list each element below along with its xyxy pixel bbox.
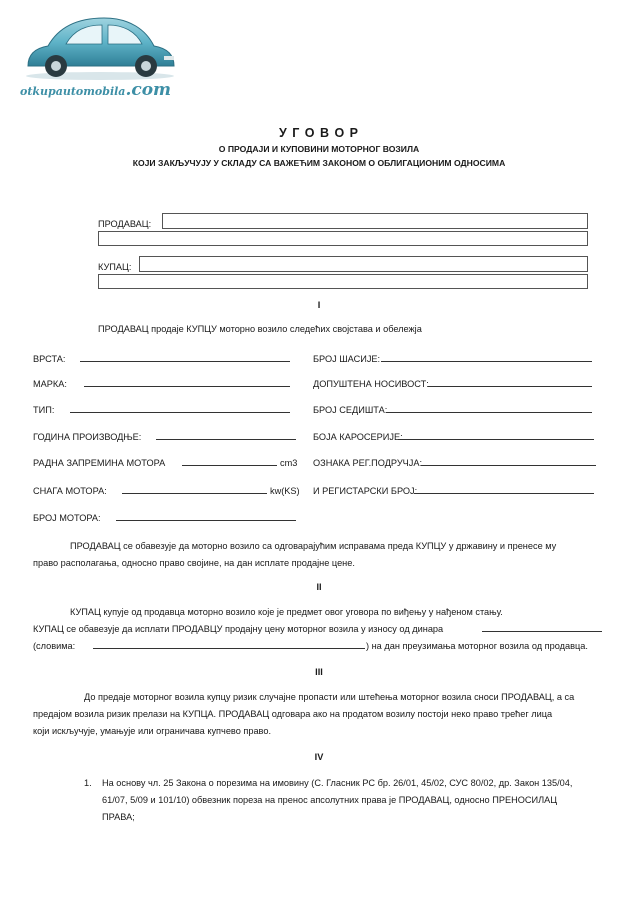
seller-input-2[interactable] [98, 231, 588, 246]
section-1-numeral: I [317, 300, 321, 310]
section-3-line-2: предајом возила ризик прелази на КУПЦА. ПРОДАВАЦ одговара ако на продатом возилу постоји неко право трећег лица [33, 709, 553, 719]
section-4-item-1-line-1: На основу чл. 25 Закона о порезима на имовину (С. Гласник РС бр. 26/01, 45/02, СУС 80/02, др. Закон 135/04, [102, 778, 573, 788]
section-1-intro: ПРОДАВАЦ продаје КУПЦУ моторно возило следећих својстава и обележја [98, 324, 422, 334]
seller-input-1[interactable] [162, 213, 588, 229]
buyer-label: КУПАЦ: [98, 262, 132, 272]
section-4-item-1-line-3: ПРАВА; [102, 812, 135, 822]
field-snaga-unit: kw(KS) [270, 486, 300, 496]
section-1-para-line-2: право располагања, односно право својине, на дан исплате продајне цене. [33, 558, 355, 568]
section-4-item-1-line-2: 61/07, 5/09 и 101/10) обвезник пореза на пренос апсолутних права је ПРОДАВАЦ, односно ПРЕНОСИЛАЦ [102, 795, 558, 805]
field-reg-broj-label: И РЕГИСТАРСКИ БРОЈ: [313, 486, 418, 496]
field-zapremina-label: РАДНА ЗАПРЕМИНА МОТОРА [33, 458, 166, 468]
field-podrucje-label: ОЗНАКА РЕГ.ПОДРУЧЈА: [313, 458, 423, 468]
logo-text: otkupautomobila [20, 85, 126, 98]
field-podrucje-input[interactable] [421, 465, 596, 466]
contract-subtitle-2: КОЈИ ЗАКЉУЧУЈУ У СКЛАДУ СА ВАЖЕЋИМ ЗАКОНОМ О ОБЛИГАЦИОНИМ ОДНОСИМА [132, 158, 506, 168]
section-3-line-1: До предаје моторног возила купцу ризик случајне пропасти или штећења моторног возила сноси ПРОДАВАЦ, а са [84, 692, 575, 702]
price-input[interactable] [482, 631, 602, 632]
price-words-input[interactable] [93, 648, 365, 649]
car-logo-icon [14, 10, 184, 82]
field-snaga-label: СНАГА МОТОРА: [33, 486, 107, 496]
field-zapremina-unit: cm3 [280, 458, 298, 468]
field-nosivost-label: ДОПУШТЕНА НОСИВОСТ: [313, 379, 429, 389]
contract-title: У Г О В О Р [278, 126, 360, 140]
field-vrsta-label: ВРСТА: [33, 354, 66, 364]
field-motor-input[interactable] [116, 520, 296, 521]
seller-label: ПРОДАВАЦ: [98, 219, 152, 229]
field-marka-label: МАРКА: [33, 379, 67, 389]
buyer-input-1[interactable] [139, 256, 588, 272]
field-vrsta-input[interactable] [80, 361, 290, 362]
field-sasija-input[interactable] [381, 361, 592, 362]
logo [14, 10, 184, 100]
field-marka-input[interactable] [84, 386, 290, 387]
field-reg-broj-input[interactable] [414, 493, 594, 494]
section-2-line-3: ) на дан преузимања моторног возила од продавца. [366, 641, 588, 651]
field-godina-label: ГОДИНА ПРОИЗВОДЊЕ: [33, 432, 142, 442]
section-3-line-3: који искључује, умањује или ограничава купчево право. [33, 726, 271, 736]
section-3-numeral: III [315, 667, 323, 677]
section-4-item-1-number: 1. [84, 778, 92, 788]
field-snaga-input[interactable] [122, 493, 267, 494]
field-tip-label: ТИП: [33, 405, 55, 415]
field-zapremina-input[interactable] [182, 465, 277, 466]
field-boja-label: БОЈА КАРОСЕРИЈЕ: [313, 432, 403, 442]
field-sedista-label: БРОЈ СЕДИШТА: [313, 405, 388, 415]
field-tip-input[interactable] [70, 412, 290, 413]
field-nosivost-input[interactable] [428, 386, 592, 387]
contract-subtitle: О ПРОДАЈИ И КУПОВИНИ МОТОРНОГ ВОЗИЛА [218, 144, 420, 154]
section-2-numeral: II [316, 582, 322, 592]
field-sedista-input[interactable] [386, 412, 592, 413]
field-motor-label: БРОЈ МОТОРА: [33, 513, 101, 523]
section-2-line-1: КУПАЦ купује од продавца моторно возило које је предмет овог уговора по виђењу у нађеном стању. [70, 607, 503, 617]
logo-domain: .com [125, 80, 172, 100]
buyer-input-2[interactable] [98, 274, 588, 289]
section-2-words-label: (словима: [33, 641, 76, 651]
field-godina-input[interactable] [156, 439, 296, 440]
section-1-para-line-1: ПРОДАВАЦ се обавезује да моторно возило са одговарајућим исправама преда КУПЦУ у државину и пренесе му [70, 541, 557, 551]
field-boja-input[interactable] [398, 439, 594, 440]
section-2-line-2: КУПАЦ се обавезује да исплати ПРОДАВЦУ продајну цену моторног возила у износу од динара [33, 624, 444, 634]
field-sasija-label: БРОЈ ШАСИЈЕ: [313, 354, 381, 364]
section-4-numeral: IV [314, 752, 324, 762]
